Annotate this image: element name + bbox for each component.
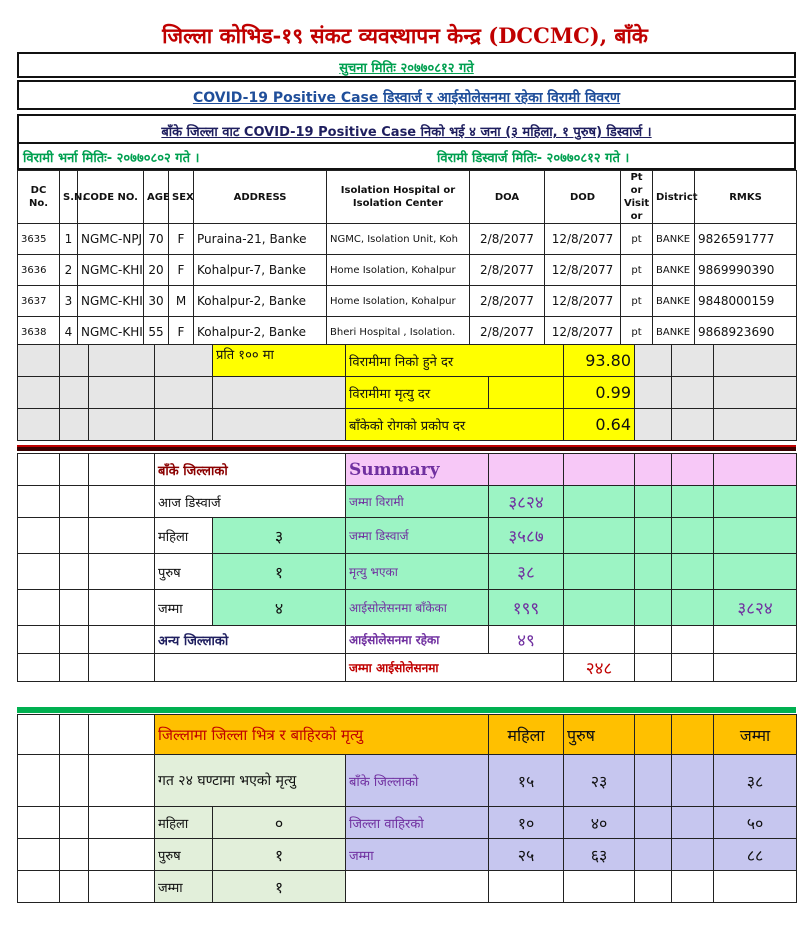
patient-table [17, 170, 797, 348]
col-age: AGE [144, 171, 169, 224]
cell-age: 70 [144, 224, 169, 255]
banke-male-deaths: २३ [564, 755, 635, 807]
summary-row-1 [18, 454, 797, 486]
cell-dc: 3637 [18, 286, 60, 317]
death-label: विरामीमा मृत्यु दर [346, 377, 489, 409]
table-row [18, 255, 797, 286]
cell-address: Kohalpur-2, Banke [194, 317, 327, 348]
deaths-row-banke [18, 755, 797, 807]
total-patients-label: जम्मा विरामी [346, 486, 489, 518]
cell-sn: 3 [60, 286, 78, 317]
summary-row-4 [18, 554, 797, 590]
remaining-value: १९९ [489, 590, 564, 626]
deaths-col-female: महिला [489, 715, 564, 755]
cell-dod: 12/8/2077 [545, 317, 621, 348]
cell-sex: F [169, 224, 194, 255]
col-sn: S.N. [60, 171, 78, 224]
banke-death-label: बाँके जिल्लाको [346, 755, 489, 807]
cell-district: BANKE [653, 224, 695, 255]
heading1-box [17, 80, 796, 110]
notice-date-box [17, 52, 796, 78]
deaths-col-total: जम्मा [714, 715, 797, 755]
cell-pt: pt [621, 286, 653, 317]
rate-row-prevalence [18, 409, 797, 441]
deaths-row-total [18, 871, 797, 903]
col-dod: DOD [545, 171, 621, 224]
cell-address: Puraina-21, Banke [194, 224, 327, 255]
recovery-value: 93.80 [564, 345, 635, 377]
male-value: १ [213, 554, 346, 590]
report-title: जिल्ला कोभिड-१९ संकट व्यवस्थापन केन्द्र (DCCMC), बाँके [162, 23, 648, 48]
admit-date: विरामी भर्ना मितिः- २०७७०८०२ गते । [23, 151, 200, 166]
cell-isolation: Bheri Hospital , Isolation. [327, 317, 470, 348]
table-row [18, 317, 797, 348]
col-doa: DOA [470, 171, 545, 224]
total-discharge-label: जम्मा डिस्वार्ज [346, 518, 489, 554]
cell-district: BANKE [653, 286, 695, 317]
banke-total-deaths: ३८ [714, 755, 797, 807]
outside-death-label: जिल्ला वाहिरको [346, 807, 489, 839]
cell-doa: 2/8/2077 [470, 317, 545, 348]
sum-male-deaths: ६३ [564, 839, 635, 871]
cell-sex: M [169, 286, 194, 317]
col-pt: Pt or Visit or [621, 171, 653, 224]
green-divider [17, 707, 796, 713]
recovery-label: विरामीमा निको हुने दर [346, 345, 564, 377]
per-100-label: प्रति १०० मा [213, 345, 346, 377]
cell-sn: 1 [60, 224, 78, 255]
cell-pt: pt [621, 317, 653, 348]
col-dc: DC No. [18, 171, 60, 224]
prevalence-label: बाँकेको रोगको प्रकोप दर [346, 409, 564, 441]
table-header [18, 171, 797, 224]
red-divider [17, 445, 796, 451]
prevalence-value: 0.64 [564, 409, 635, 441]
cell-age: 30 [144, 286, 169, 317]
cell-rmks: 9869990390 [695, 255, 797, 286]
col-address: ADDRESS [194, 171, 327, 224]
deaths-female-value: ० [213, 807, 346, 839]
total-isolation-label: जम्मा आईसोलेसनमा [346, 654, 564, 682]
death-value: 0.99 [564, 377, 635, 409]
summary-heading: Summary [346, 454, 489, 486]
deaths-female-label: महिला [155, 807, 213, 839]
cell-dc: 3638 [18, 317, 60, 348]
heading2: बाँके जिल्ला वाट COVID-19 Positive Case निको भई ४ जना (३ महिला, १ पुरुष) डिस्वार्ज । [161, 125, 652, 140]
outside-female-deaths: १० [489, 807, 564, 839]
col-district: District [653, 171, 695, 224]
cell-isolation: NGMC, Isolation Unit, Koh [327, 224, 470, 255]
female-label: महिला [155, 518, 213, 554]
col-rmks: RMKS [695, 171, 797, 224]
female-value: ३ [213, 518, 346, 554]
table-row [18, 224, 797, 255]
heading1: COVID-19 Positive Case डिस्वार्ज र आईसोलेसनमा रहेका विरामी विवरण [192, 90, 621, 106]
col-code: CODE NO. [78, 171, 144, 224]
today-discharge-label: आज डिस्वार्ज [155, 486, 346, 518]
summary-row-7 [18, 654, 797, 682]
cell-dc: 3635 [18, 224, 60, 255]
total-value: ४ [213, 590, 346, 626]
banke-district-label: बाँके जिल्लाको [155, 454, 346, 486]
summary-table [17, 453, 797, 682]
deaths-male-value: १ [213, 839, 346, 871]
summary-row-3 [18, 518, 797, 554]
cell-rmks: 9826591777 [695, 224, 797, 255]
deaths-male-label: पुरुष [155, 839, 213, 871]
cell-address: Kohalpur-7, Banke [194, 255, 327, 286]
cell-code: NGMC-NPJ [78, 224, 144, 255]
male-label: पुरुष [155, 554, 213, 590]
deaths-col-male: पुरुष [564, 715, 635, 755]
discharge-date: विरामी डिस्वार्ज मितिः- २०७७०८१२ गते । [437, 151, 630, 166]
deaths-row-outside [18, 807, 797, 839]
cell-pt: pt [621, 255, 653, 286]
cell-dod: 12/8/2077 [545, 286, 621, 317]
deaths-heading: जिल्लामा जिल्ला भित्र र बाहिरको मृत्यु [155, 715, 489, 755]
cell-sex: F [169, 255, 194, 286]
cell-doa: 2/8/2077 [470, 255, 545, 286]
cell-isolation: Home Isolation, Kohalpur [327, 255, 470, 286]
cell-sn: 4 [60, 317, 78, 348]
deaths-header-row [18, 715, 797, 755]
col-isolation: Isolation Hospital or Isolation Center [327, 171, 470, 224]
summary-row-2 [18, 486, 797, 518]
banke-female-deaths: १५ [489, 755, 564, 807]
cell-dod: 12/8/2077 [545, 224, 621, 255]
cell-isolation: Home Isolation, Kohalpur [327, 286, 470, 317]
cell-sex: F [169, 317, 194, 348]
cell-dc: 3636 [18, 255, 60, 286]
col-sex: SEX [169, 171, 194, 224]
cell-rmks: 9848000159 [695, 286, 797, 317]
cell-address: Kohalpur-2, Banke [194, 286, 327, 317]
total-patients-value: ३८२४ [489, 486, 564, 518]
total-isolation-value: २४८ [564, 654, 635, 682]
cell-doa: 2/8/2077 [470, 286, 545, 317]
notice-date: सुचना मितिः २०७७०८१२ गते [339, 61, 474, 76]
cell-age: 55 [144, 317, 169, 348]
cell-sn: 2 [60, 255, 78, 286]
cell-pt: pt [621, 224, 653, 255]
heading2-box [17, 114, 796, 144]
cell-district: BANKE [653, 317, 695, 348]
total-discharge-value: ३५८७ [489, 518, 564, 554]
rates-table [17, 344, 797, 441]
cell-doa: 2/8/2077 [470, 224, 545, 255]
outside-male-deaths: ४० [564, 807, 635, 839]
sum-female-deaths: २५ [489, 839, 564, 871]
right-total-value: ३८२४ [714, 590, 797, 626]
summary-row-5 [18, 590, 797, 626]
cell-rmks: 9868923690 [695, 317, 797, 348]
outside-total-deaths: ५० [714, 807, 797, 839]
cell-code: NGMC-KHI [78, 286, 144, 317]
other-district-label: अन्य जिल्लाको [155, 626, 346, 654]
cell-age: 20 [144, 255, 169, 286]
in-isolation-value: ४९ [489, 626, 564, 654]
table-row [18, 286, 797, 317]
cell-code: NGMC-KHI [78, 317, 144, 348]
remaining-label: आईसोलेसनमा बाँकेका [346, 590, 489, 626]
deaths-label: मृत्यु भएका [346, 554, 489, 590]
deaths-value: ३८ [489, 554, 564, 590]
rate-row-death [18, 377, 797, 409]
last24-label: गत २४ घण्टामा भएको मृत्यु [155, 755, 346, 807]
deaths-total-label: जम्मा [155, 871, 213, 903]
cell-dod: 12/8/2077 [545, 255, 621, 286]
dates-box [17, 144, 796, 170]
in-isolation-label: आईसोलेसनमा रहेका [346, 626, 489, 654]
deaths-total-value: १ [213, 871, 346, 903]
cell-code: NGMC-KHI [78, 255, 144, 286]
cell-district: BANKE [653, 255, 695, 286]
summary-row-6 [18, 626, 797, 654]
deaths-table [17, 714, 797, 903]
rate-row-recovery [18, 345, 797, 377]
total-label: जम्मा [155, 590, 213, 626]
deaths-row-sum [18, 839, 797, 871]
sum-death-label: जम्मा [346, 839, 489, 871]
sum-total-deaths: ८८ [714, 839, 797, 871]
